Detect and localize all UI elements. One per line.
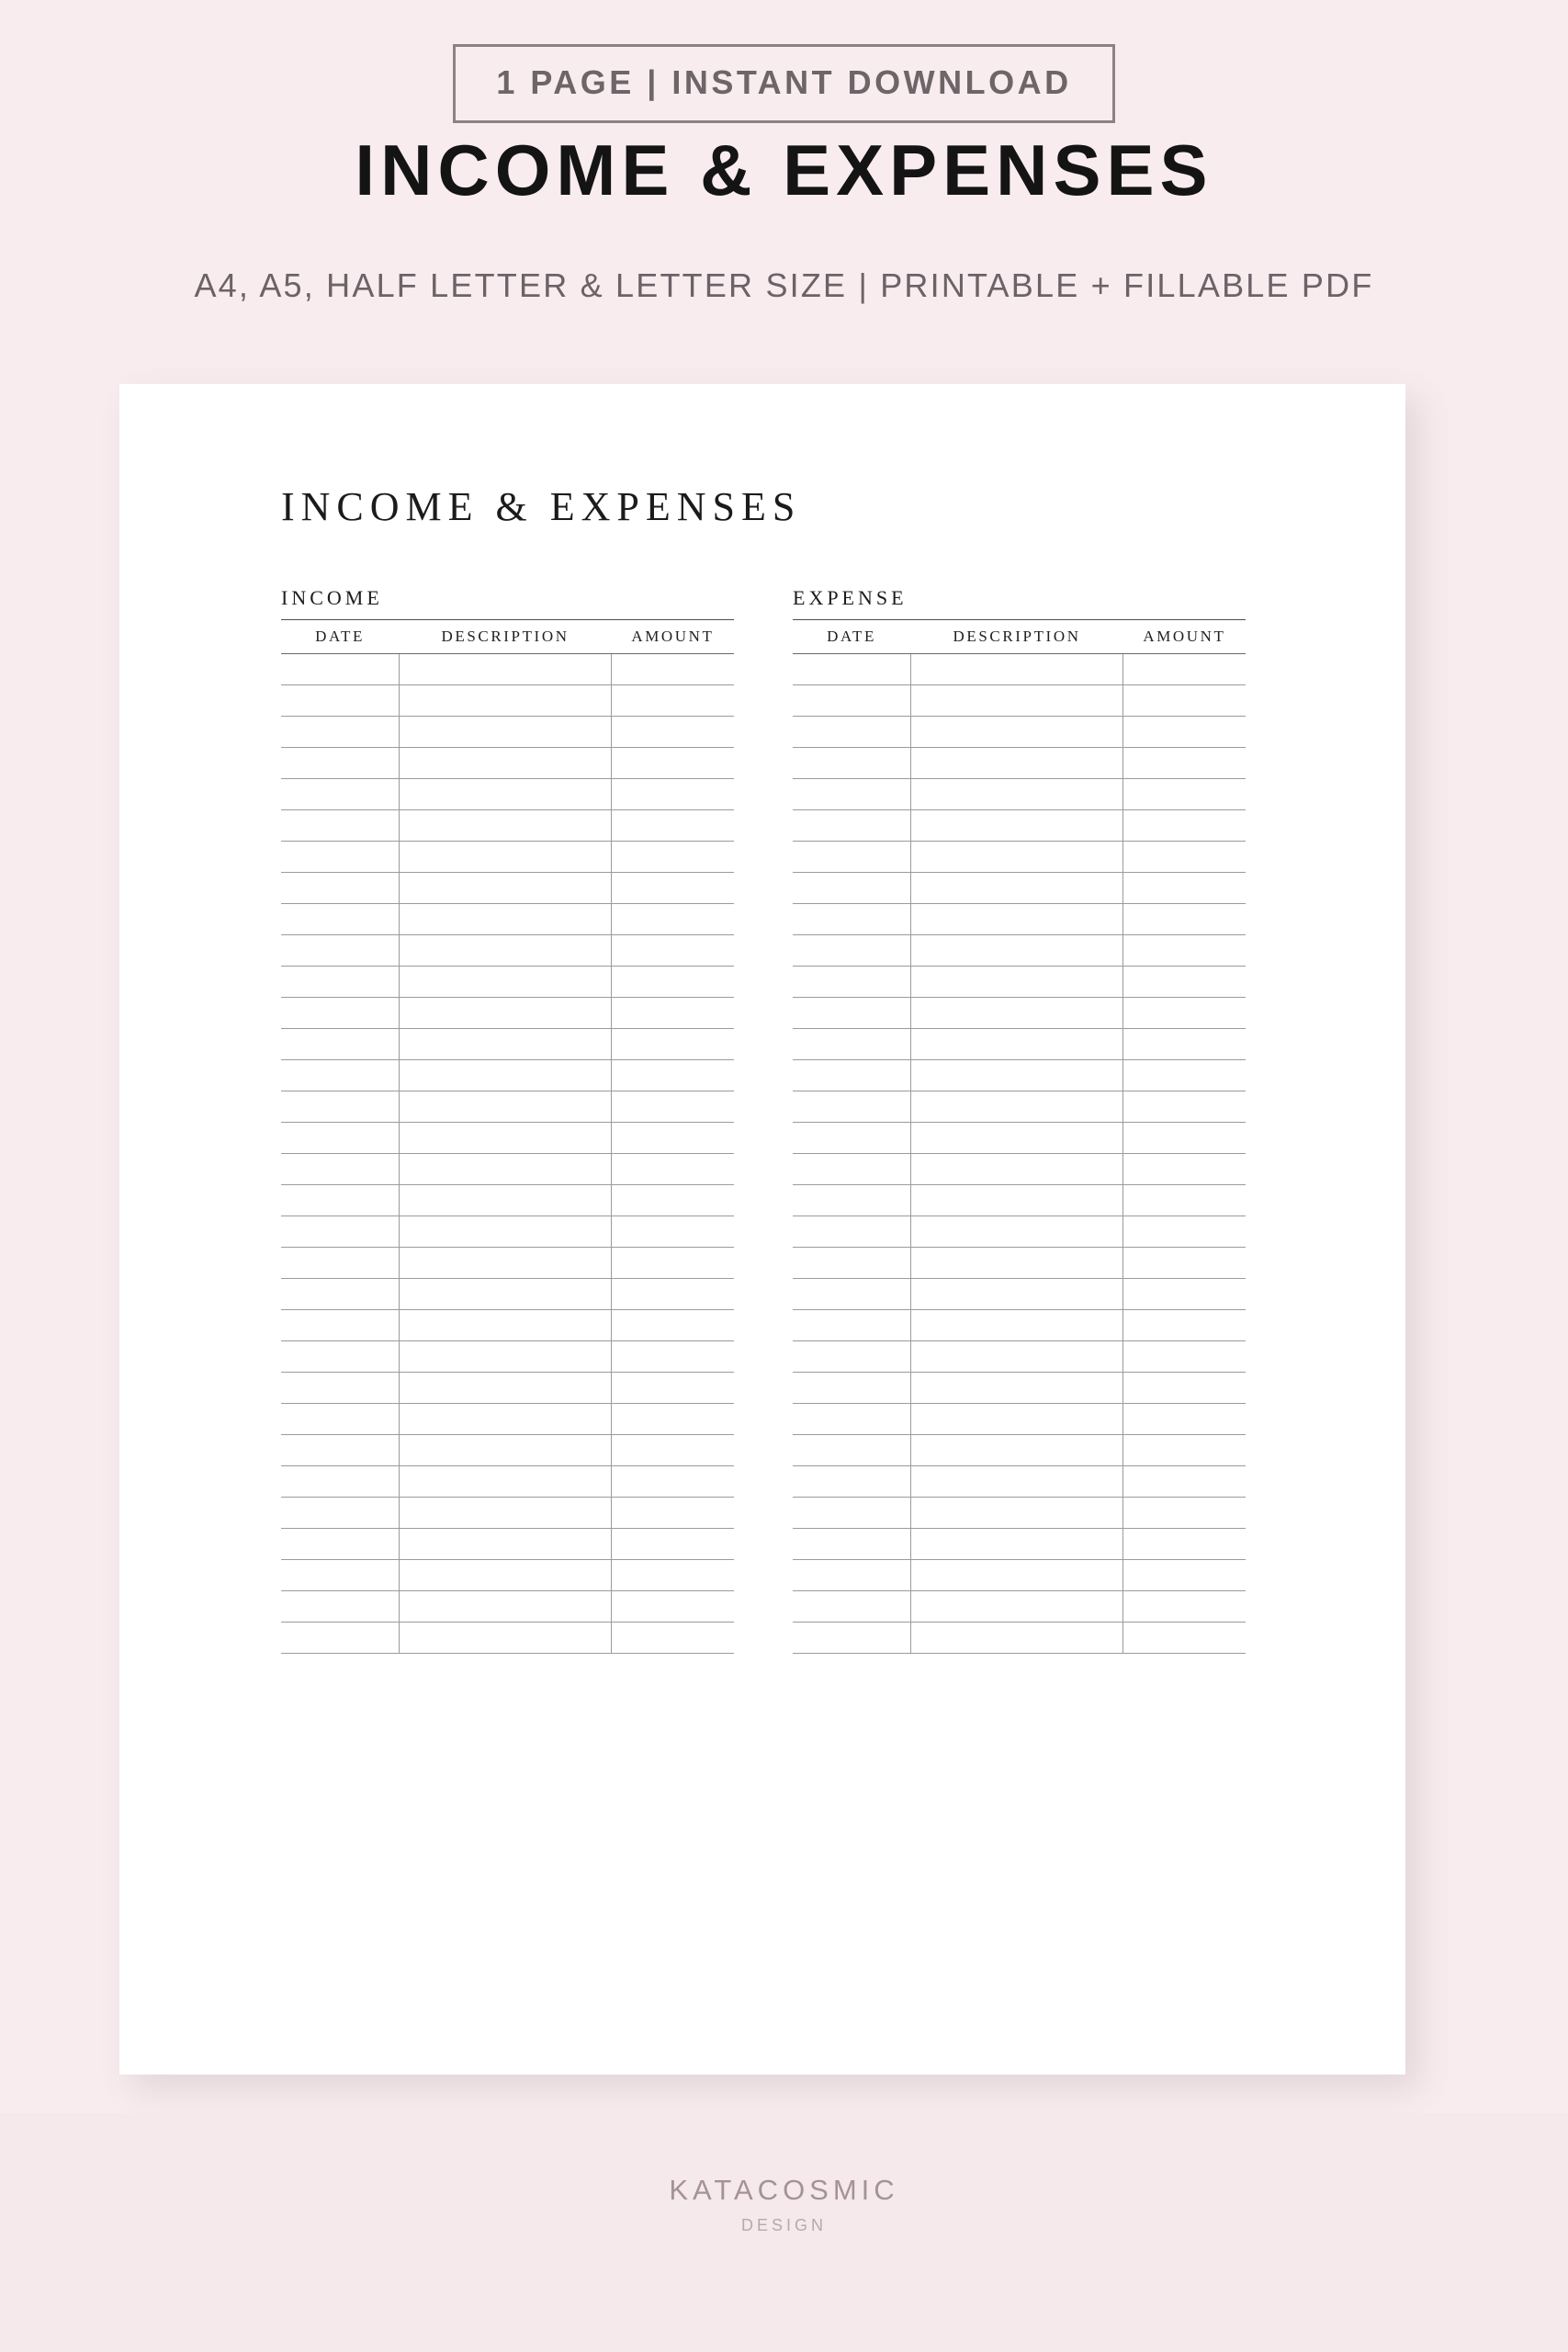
- income-col-amount: AMOUNT: [612, 620, 734, 654]
- cell-amount[interactable]: [612, 1310, 734, 1341]
- table-row[interactable]: [793, 779, 1246, 810]
- cell-amount[interactable]: [612, 1279, 734, 1310]
- cell-amount[interactable]: [612, 1216, 734, 1248]
- cell-date[interactable]: [793, 1060, 910, 1091]
- cell-description[interactable]: [399, 1623, 612, 1654]
- table-row[interactable]: [281, 1591, 734, 1623]
- cell-description[interactable]: [910, 1154, 1123, 1185]
- cell-amount[interactable]: [1123, 1498, 1246, 1529]
- table-row[interactable]: [281, 1185, 734, 1216]
- income-col-date: DATE: [281, 620, 399, 654]
- table-row[interactable]: [793, 717, 1246, 748]
- cell-description[interactable]: [399, 1123, 612, 1154]
- cell-description[interactable]: [399, 1248, 612, 1279]
- cell-amount[interactable]: [612, 842, 734, 873]
- cell-date[interactable]: [281, 1029, 399, 1060]
- cell-date[interactable]: [793, 935, 910, 967]
- cell-date[interactable]: [281, 967, 399, 998]
- cell-date[interactable]: [281, 810, 399, 842]
- cell-description[interactable]: [399, 717, 612, 748]
- cell-date[interactable]: [793, 1216, 910, 1248]
- cell-amount[interactable]: [612, 717, 734, 748]
- table-row[interactable]: [281, 1373, 734, 1404]
- cell-amount[interactable]: [1123, 1154, 1246, 1185]
- cell-description[interactable]: [910, 1435, 1123, 1466]
- table-row[interactable]: [793, 1216, 1246, 1248]
- cell-description[interactable]: [910, 1216, 1123, 1248]
- table-row[interactable]: [281, 810, 734, 842]
- cell-amount[interactable]: [1123, 1341, 1246, 1373]
- cell-date[interactable]: [793, 1310, 910, 1341]
- cell-amount[interactable]: [612, 1435, 734, 1466]
- cell-amount[interactable]: [1123, 1248, 1246, 1279]
- table-row[interactable]: [281, 1123, 734, 1154]
- cell-date[interactable]: [281, 779, 399, 810]
- cell-amount[interactable]: [612, 1373, 734, 1404]
- cell-amount[interactable]: [1123, 842, 1246, 873]
- cell-amount[interactable]: [1123, 1216, 1246, 1248]
- cell-amount[interactable]: [1123, 748, 1246, 779]
- cell-description[interactable]: [399, 842, 612, 873]
- table-row[interactable]: [281, 779, 734, 810]
- cell-amount[interactable]: [612, 810, 734, 842]
- table-row[interactable]: [793, 1591, 1246, 1623]
- cell-description[interactable]: [910, 904, 1123, 935]
- cell-description[interactable]: [399, 904, 612, 935]
- cell-amount[interactable]: [1123, 1029, 1246, 1060]
- cell-amount[interactable]: [1123, 1529, 1246, 1560]
- table-row[interactable]: [793, 904, 1246, 935]
- cell-description[interactable]: [910, 935, 1123, 967]
- cell-amount[interactable]: [1123, 717, 1246, 748]
- printable-sheet: [119, 384, 1405, 2075]
- expense-table: [793, 620, 1246, 1654]
- table-row[interactable]: [281, 1279, 734, 1310]
- cell-description[interactable]: [399, 873, 612, 904]
- cell-description[interactable]: [399, 779, 612, 810]
- income-table-block: [281, 586, 734, 1654]
- table-row[interactable]: [281, 1154, 734, 1185]
- cell-amount[interactable]: [1123, 873, 1246, 904]
- table-row[interactable]: [281, 748, 734, 779]
- cell-description[interactable]: [399, 1404, 612, 1435]
- table-row[interactable]: [793, 1185, 1246, 1216]
- table-row[interactable]: [281, 1091, 734, 1123]
- cell-date[interactable]: [793, 1091, 910, 1123]
- expense-table-label: EXPENSE: [793, 586, 908, 609]
- cell-description[interactable]: [910, 1091, 1123, 1123]
- income-table-header-row: [281, 620, 734, 654]
- cell-date[interactable]: [281, 842, 399, 873]
- table-row[interactable]: [281, 654, 734, 685]
- expense-col-description: DESCRIPTION: [910, 620, 1123, 654]
- cell-amount[interactable]: [1123, 1060, 1246, 1091]
- cell-amount[interactable]: [612, 654, 734, 685]
- page-subtitle: A4, A5, HALF LETTER & LETTER SIZE | PRINTABLE + FILLABLE PDF: [194, 266, 1374, 304]
- cell-description[interactable]: [910, 654, 1123, 685]
- cell-date[interactable]: [281, 1498, 399, 1529]
- table-row[interactable]: [281, 873, 734, 904]
- cell-description[interactable]: [910, 748, 1123, 779]
- cell-description[interactable]: [399, 1154, 612, 1185]
- table-row[interactable]: [281, 1560, 734, 1591]
- cell-amount[interactable]: [612, 685, 734, 717]
- brand-block: [0, 2174, 1568, 2235]
- table-row[interactable]: [281, 1216, 734, 1248]
- cell-description[interactable]: [910, 1623, 1123, 1654]
- cell-amount[interactable]: [612, 904, 734, 935]
- income-table: [281, 620, 734, 1654]
- expense-table-body: [793, 654, 1246, 1654]
- cell-amount[interactable]: [1123, 779, 1246, 810]
- cell-date[interactable]: [793, 998, 910, 1029]
- table-row[interactable]: [793, 810, 1246, 842]
- cell-date[interactable]: [793, 685, 910, 717]
- cell-amount[interactable]: [1123, 1185, 1246, 1216]
- cell-date[interactable]: [793, 810, 910, 842]
- table-row[interactable]: [281, 717, 734, 748]
- cell-amount[interactable]: [1123, 904, 1246, 935]
- expense-col-amount: AMOUNT: [1123, 620, 1246, 654]
- cell-description[interactable]: [399, 998, 612, 1029]
- cell-amount[interactable]: [1123, 685, 1246, 717]
- income-table-body: [281, 654, 734, 1654]
- cell-description[interactable]: [910, 1560, 1123, 1591]
- cell-amount[interactable]: [1123, 1591, 1246, 1623]
- cell-date[interactable]: [281, 1404, 399, 1435]
- table-row[interactable]: [281, 967, 734, 998]
- table-row[interactable]: [793, 685, 1246, 717]
- cell-date[interactable]: [281, 1529, 399, 1560]
- cell-date[interactable]: [281, 1248, 399, 1279]
- cell-description[interactable]: [910, 1123, 1123, 1154]
- cell-description[interactable]: [910, 685, 1123, 717]
- table-row[interactable]: [281, 1310, 734, 1341]
- table-row[interactable]: [793, 1623, 1246, 1654]
- tables-container: [281, 586, 1246, 1654]
- table-row[interactable]: [793, 1123, 1246, 1154]
- cell-description[interactable]: [910, 779, 1123, 810]
- cell-date[interactable]: [281, 1591, 399, 1623]
- cell-date[interactable]: [281, 1091, 399, 1123]
- table-row[interactable]: [793, 1404, 1246, 1435]
- cell-amount[interactable]: [1123, 1466, 1246, 1498]
- cell-amount[interactable]: [612, 1498, 734, 1529]
- cell-description[interactable]: [399, 1466, 612, 1498]
- cell-date[interactable]: [281, 1373, 399, 1404]
- cell-amount[interactable]: [1123, 654, 1246, 685]
- table-row[interactable]: [281, 1466, 734, 1498]
- expense-table-header-row: [793, 620, 1246, 654]
- cell-date[interactable]: [793, 1435, 910, 1466]
- cell-description[interactable]: [399, 1498, 612, 1529]
- table-row[interactable]: [793, 1154, 1246, 1185]
- table-row[interactable]: [281, 998, 734, 1029]
- table-row[interactable]: [281, 1435, 734, 1466]
- cell-date[interactable]: [281, 1279, 399, 1310]
- table-row[interactable]: [281, 842, 734, 873]
- cell-amount[interactable]: [612, 967, 734, 998]
- cell-amount[interactable]: [1123, 810, 1246, 842]
- cell-description[interactable]: [399, 1029, 612, 1060]
- cell-description[interactable]: [399, 685, 612, 717]
- cell-description[interactable]: [910, 967, 1123, 998]
- table-row[interactable]: [281, 1029, 734, 1060]
- table-row[interactable]: [793, 654, 1246, 685]
- cell-amount[interactable]: [1123, 1623, 1246, 1654]
- cell-date[interactable]: [281, 1216, 399, 1248]
- cell-date[interactable]: [793, 654, 910, 685]
- cell-amount[interactable]: [612, 1591, 734, 1623]
- table-row[interactable]: [281, 1623, 734, 1654]
- cell-amount[interactable]: [1123, 998, 1246, 1029]
- table-row[interactable]: [793, 1466, 1246, 1498]
- table-row[interactable]: [793, 1341, 1246, 1373]
- cell-date[interactable]: [793, 1154, 910, 1185]
- table-row[interactable]: [793, 1435, 1246, 1466]
- cell-date[interactable]: [793, 1591, 910, 1623]
- cell-date[interactable]: [793, 1279, 910, 1310]
- cell-date[interactable]: [281, 1154, 399, 1185]
- cell-description[interactable]: [399, 1560, 612, 1591]
- promo-badge-container: [0, 44, 1568, 123]
- cell-date[interactable]: [281, 654, 399, 685]
- cell-amount[interactable]: [612, 779, 734, 810]
- cell-date[interactable]: [793, 1341, 910, 1373]
- cell-amount[interactable]: [612, 1154, 734, 1185]
- cell-amount[interactable]: [612, 873, 734, 904]
- table-row[interactable]: [793, 873, 1246, 904]
- cell-description[interactable]: [910, 1060, 1123, 1091]
- expense-table-block: [793, 586, 1246, 1654]
- cell-description[interactable]: [399, 1279, 612, 1310]
- cell-description[interactable]: [399, 1435, 612, 1466]
- cell-description[interactable]: [399, 810, 612, 842]
- cell-amount[interactable]: [612, 1248, 734, 1279]
- cell-description[interactable]: [910, 1341, 1123, 1373]
- cell-amount[interactable]: [1123, 1123, 1246, 1154]
- cell-description[interactable]: [910, 998, 1123, 1029]
- cell-date[interactable]: [793, 1560, 910, 1591]
- table-row[interactable]: [281, 1498, 734, 1529]
- table-row[interactable]: [281, 685, 734, 717]
- table-row[interactable]: [281, 935, 734, 967]
- cell-date[interactable]: [281, 1560, 399, 1591]
- promo-badge: 1 PAGE | INSTANT DOWNLOAD: [453, 44, 1114, 123]
- cell-amount[interactable]: [612, 1341, 734, 1373]
- cell-date[interactable]: [281, 904, 399, 935]
- cell-amount[interactable]: [1123, 1404, 1246, 1435]
- cell-date[interactable]: [281, 873, 399, 904]
- cell-description[interactable]: [399, 1091, 612, 1123]
- brand-name: KATACOSMIC: [669, 2174, 899, 2206]
- cell-date[interactable]: [281, 685, 399, 717]
- sheet-surface: [119, 384, 1405, 2075]
- cell-description[interactable]: [910, 873, 1123, 904]
- cell-date[interactable]: [281, 1060, 399, 1091]
- cell-amount[interactable]: [612, 1404, 734, 1435]
- cell-description[interactable]: [399, 1529, 612, 1560]
- cell-date[interactable]: [793, 904, 910, 935]
- cell-description[interactable]: [399, 935, 612, 967]
- cell-description[interactable]: [399, 1591, 612, 1623]
- cell-date[interactable]: [793, 967, 910, 998]
- table-row[interactable]: [793, 1029, 1246, 1060]
- table-row[interactable]: [793, 998, 1246, 1029]
- cell-date[interactable]: [281, 717, 399, 748]
- table-row[interactable]: [793, 1529, 1246, 1560]
- cell-date[interactable]: [793, 1029, 910, 1060]
- cell-date[interactable]: [793, 1404, 910, 1435]
- table-row[interactable]: [281, 1529, 734, 1560]
- cell-date[interactable]: [281, 1185, 399, 1216]
- sheet-title: INCOME & EXPENSES: [281, 484, 802, 529]
- cell-description[interactable]: [910, 1029, 1123, 1060]
- table-row[interactable]: [793, 1279, 1246, 1310]
- cell-amount[interactable]: [1123, 1435, 1246, 1466]
- income-table-label: INCOME: [281, 586, 383, 609]
- table-row[interactable]: [793, 842, 1246, 873]
- cell-date[interactable]: [793, 1373, 910, 1404]
- table-row[interactable]: [281, 904, 734, 935]
- cell-date[interactable]: [281, 1623, 399, 1654]
- cell-date[interactable]: [281, 1123, 399, 1154]
- expense-col-date: DATE: [793, 620, 910, 654]
- cell-date[interactable]: [793, 873, 910, 904]
- cell-description[interactable]: [910, 1591, 1123, 1623]
- table-row[interactable]: [281, 1404, 734, 1435]
- cell-description[interactable]: [399, 1185, 612, 1216]
- cell-description[interactable]: [910, 717, 1123, 748]
- cell-description[interactable]: [910, 1529, 1123, 1560]
- cell-amount[interactable]: [612, 1623, 734, 1654]
- cell-date[interactable]: [793, 1248, 910, 1279]
- cell-description[interactable]: [399, 1341, 612, 1373]
- cell-description[interactable]: [399, 1216, 612, 1248]
- table-row[interactable]: [793, 1248, 1246, 1279]
- cell-amount[interactable]: [1123, 1373, 1246, 1404]
- cell-date[interactable]: [793, 1623, 910, 1654]
- cell-description[interactable]: [399, 1060, 612, 1091]
- cell-description[interactable]: [399, 1310, 612, 1341]
- cell-description[interactable]: [910, 842, 1123, 873]
- cell-amount[interactable]: [1123, 1310, 1246, 1341]
- cell-date[interactable]: [281, 1310, 399, 1341]
- page-title: INCOME & EXPENSES: [355, 130, 1213, 210]
- cell-description[interactable]: [910, 810, 1123, 842]
- cell-description[interactable]: [399, 654, 612, 685]
- table-row[interactable]: [281, 1341, 734, 1373]
- cell-date[interactable]: [281, 1341, 399, 1373]
- cell-amount[interactable]: [612, 1060, 734, 1091]
- cell-description[interactable]: [910, 1404, 1123, 1435]
- table-row[interactable]: [793, 1373, 1246, 1404]
- cell-amount[interactable]: [612, 1029, 734, 1060]
- cell-amount[interactable]: [612, 1185, 734, 1216]
- cell-date[interactable]: [281, 935, 399, 967]
- cell-amount[interactable]: [612, 1560, 734, 1591]
- cell-amount[interactable]: [612, 998, 734, 1029]
- cell-amount[interactable]: [612, 1466, 734, 1498]
- table-row[interactable]: [793, 1060, 1246, 1091]
- cell-description[interactable]: [910, 1310, 1123, 1341]
- cell-amount[interactable]: [1123, 1091, 1246, 1123]
- cell-amount[interactable]: [612, 748, 734, 779]
- cell-description[interactable]: [910, 1466, 1123, 1498]
- cell-amount[interactable]: [612, 1123, 734, 1154]
- cell-date[interactable]: [281, 998, 399, 1029]
- table-row[interactable]: [793, 748, 1246, 779]
- cell-amount[interactable]: [612, 1529, 734, 1560]
- cell-date[interactable]: [281, 1435, 399, 1466]
- cell-date[interactable]: [281, 1466, 399, 1498]
- table-row[interactable]: [793, 967, 1246, 998]
- cell-description[interactable]: [399, 1373, 612, 1404]
- table-row[interactable]: [793, 1091, 1246, 1123]
- income-col-description: DESCRIPTION: [399, 620, 612, 654]
- cell-date[interactable]: [793, 1498, 910, 1529]
- cell-description[interactable]: [910, 1248, 1123, 1279]
- cell-amount[interactable]: [612, 935, 734, 967]
- cell-amount[interactable]: [1123, 935, 1246, 967]
- cell-date[interactable]: [793, 779, 910, 810]
- cell-date[interactable]: [793, 1123, 910, 1154]
- brand-subtitle: DESIGN: [740, 2216, 827, 2234]
- cell-date[interactable]: [793, 1529, 910, 1560]
- cell-date[interactable]: [793, 1466, 910, 1498]
- cell-date[interactable]: [793, 717, 910, 748]
- cell-date[interactable]: [793, 1185, 910, 1216]
- cell-description[interactable]: [910, 1185, 1123, 1216]
- cell-description[interactable]: [399, 748, 612, 779]
- cell-date[interactable]: [281, 748, 399, 779]
- cell-date[interactable]: [793, 748, 910, 779]
- cell-amount[interactable]: [1123, 967, 1246, 998]
- cell-date[interactable]: [793, 842, 910, 873]
- table-row[interactable]: [793, 1310, 1246, 1341]
- cell-description[interactable]: [910, 1498, 1123, 1529]
- cell-description[interactable]: [910, 1373, 1123, 1404]
- cell-amount[interactable]: [1123, 1279, 1246, 1310]
- table-row[interactable]: [793, 1560, 1246, 1591]
- table-row[interactable]: [281, 1060, 734, 1091]
- cell-description[interactable]: [399, 967, 612, 998]
- table-row[interactable]: [793, 1498, 1246, 1529]
- cell-amount[interactable]: [1123, 1560, 1246, 1591]
- cell-amount[interactable]: [612, 1091, 734, 1123]
- cell-description[interactable]: [910, 1279, 1123, 1310]
- table-row[interactable]: [793, 935, 1246, 967]
- table-row[interactable]: [281, 1248, 734, 1279]
